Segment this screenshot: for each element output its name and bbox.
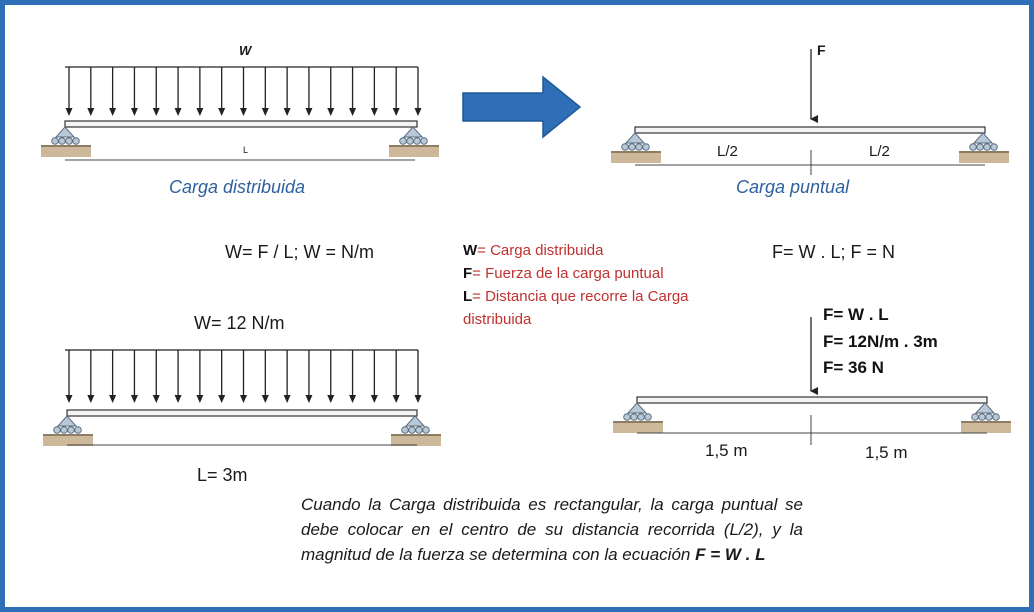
load-arrowhead xyxy=(415,395,422,403)
half-span-right: L/2 xyxy=(869,143,890,160)
calc-line-1: F= W . L xyxy=(823,305,889,324)
beam-top-left xyxy=(41,121,439,160)
legend-l: L= Distancia que recorre la Carga distribuida xyxy=(463,288,689,328)
load-arrowhead xyxy=(371,395,378,403)
half-span-left: L/2 xyxy=(717,143,738,160)
load-arrowhead xyxy=(153,395,160,403)
load-arrowhead xyxy=(109,108,116,116)
span-l-label: L xyxy=(243,145,249,155)
load-arrowhead xyxy=(87,108,94,116)
load-arrowhead xyxy=(327,108,334,116)
load-arrowhead xyxy=(175,395,182,403)
load-arrowhead xyxy=(218,395,225,403)
legend-f: F= Fuerza de la carga puntual xyxy=(463,265,664,282)
support-right xyxy=(389,127,439,157)
formula-w: W= F / L; W = N/m xyxy=(225,242,375,262)
load-arrowhead xyxy=(66,395,73,403)
distributed-load-top xyxy=(65,67,422,116)
beam-bottom-right xyxy=(613,397,1011,445)
load-arrowhead xyxy=(305,108,312,116)
load-arrowhead xyxy=(284,108,291,116)
example-w-value: W= 12 N/m xyxy=(194,313,285,333)
load-arrowhead xyxy=(87,395,94,403)
load-arrowhead xyxy=(305,395,312,403)
example-half-left: 1,5 m xyxy=(705,441,748,460)
load-arrowhead xyxy=(66,108,73,116)
load-arrowhead xyxy=(262,108,269,116)
load-arrowhead xyxy=(349,108,356,116)
load-arrowhead xyxy=(393,108,400,116)
load-w-label: W xyxy=(239,43,252,58)
support-left xyxy=(41,127,91,157)
transform-arrow-icon xyxy=(463,77,580,137)
formula-f: F= W . L; F = N xyxy=(772,242,896,262)
load-arrowhead xyxy=(153,108,160,116)
note-equation: F = W . L xyxy=(695,545,766,564)
variable-legend xyxy=(463,239,743,331)
load-arrowhead xyxy=(371,108,378,116)
load-arrowhead xyxy=(349,395,356,403)
calc-line-2: F= 12N/m . 3m xyxy=(823,332,938,351)
force-f-label: F xyxy=(817,42,826,58)
load-arrowhead xyxy=(284,395,291,403)
load-arrowhead xyxy=(196,395,203,403)
caption-distributed: Carga distribuida xyxy=(169,177,306,197)
load-arrowhead xyxy=(109,395,116,403)
explanation-note: Cuando la Carga distribuida es rectangular, la carga puntual se debe colocar en el centro de su distancia recorrida (L/2), y la magnitud de la fuerza se determina con la ecuación F = W . L xyxy=(301,495,803,564)
caption-point: Carga puntual xyxy=(736,177,850,197)
example-half-right: 1,5 m xyxy=(865,443,908,462)
example-l-value: L= 3m xyxy=(197,465,248,485)
load-arrowhead xyxy=(393,395,400,403)
beam-bottom-left xyxy=(43,410,441,446)
beam-top-right xyxy=(611,127,1009,175)
load-arrowhead xyxy=(327,395,334,403)
load-arrowhead xyxy=(131,395,138,403)
load-arrowhead xyxy=(262,395,269,403)
load-arrowhead xyxy=(218,108,225,116)
legend-w: W= Carga distribuida xyxy=(463,242,604,259)
distributed-load-bottom xyxy=(65,350,422,403)
load-arrowhead xyxy=(415,108,422,116)
calc-line-3: F= 36 N xyxy=(823,358,884,377)
load-arrowhead xyxy=(240,395,247,403)
load-arrowhead xyxy=(240,108,247,116)
load-arrowhead xyxy=(196,108,203,116)
load-arrowhead xyxy=(175,108,182,116)
load-arrowhead xyxy=(131,108,138,116)
